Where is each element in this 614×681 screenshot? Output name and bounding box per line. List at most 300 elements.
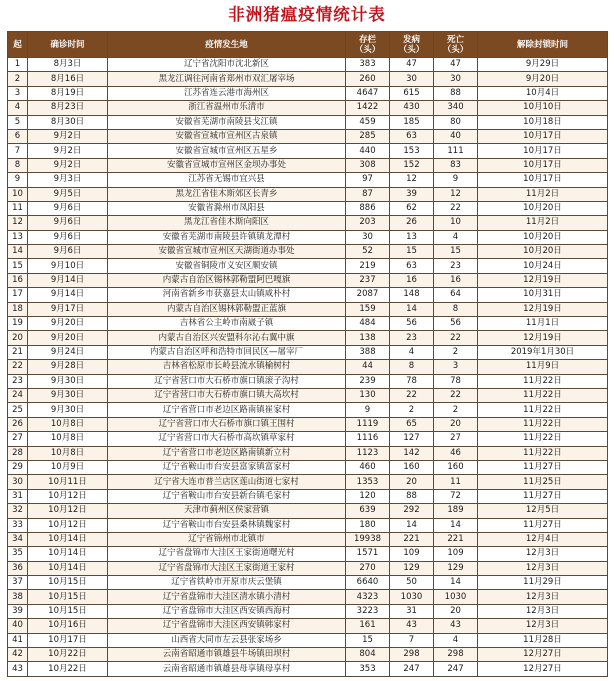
cell-sick: 78 bbox=[390, 374, 434, 388]
cell-place: 安徽省铜陵市义安区顺安镇 bbox=[108, 259, 346, 273]
cell-lift-date: 11月29日 bbox=[478, 576, 608, 590]
cell-stock: 130 bbox=[346, 388, 390, 402]
cell-sick: 2 bbox=[390, 403, 434, 417]
cell-date: 8月19日 bbox=[28, 86, 108, 100]
cell-sick: 1030 bbox=[390, 590, 434, 604]
table-row bbox=[8, 475, 608, 489]
cell-place: 吉林省松原市长岭县流水镇榆树村 bbox=[108, 360, 346, 374]
cell-place: 吉林省公主岭市南崴子镇 bbox=[108, 317, 346, 331]
header-dead bbox=[434, 32, 478, 58]
cell-dead: 78 bbox=[434, 374, 478, 388]
cell-dead: 10 bbox=[434, 216, 478, 230]
cell-no: 17 bbox=[8, 288, 28, 302]
cell-lift-date: 11月22日 bbox=[478, 403, 608, 417]
cell-date: 9月3日 bbox=[28, 173, 108, 187]
cell-place: 辽宁省铁岭市开原市庆云堡镇 bbox=[108, 576, 346, 590]
cell-dead: 14 bbox=[434, 576, 478, 590]
cell-dead: 3 bbox=[434, 360, 478, 374]
cell-stock: 44 bbox=[346, 360, 390, 374]
cell-place: 辽宁省营口市大石桥市旗口镇滚子沟村 bbox=[108, 374, 346, 388]
cell-no: 15 bbox=[8, 259, 28, 273]
table-row bbox=[8, 590, 608, 604]
cell-sick: 56 bbox=[390, 317, 434, 331]
header-dead-line1: 死亡 bbox=[446, 34, 464, 45]
cell-date: 10月11日 bbox=[28, 475, 108, 489]
cell-no: 27 bbox=[8, 432, 28, 446]
header-lift-date: 解除封锁时间 bbox=[478, 32, 608, 58]
cell-sick: 142 bbox=[390, 446, 434, 460]
cell-no: 23 bbox=[8, 374, 28, 388]
cell-sick: 63 bbox=[390, 129, 434, 143]
cell-place: 辽宁省盘锦市大洼区西安镇西海村 bbox=[108, 604, 346, 618]
cell-date: 9月24日 bbox=[28, 345, 108, 359]
cell-place: 内蒙古自治区锡林郭勒盟正蓝旗 bbox=[108, 302, 346, 316]
cell-no: 38 bbox=[8, 590, 28, 604]
cell-no: 14 bbox=[8, 245, 28, 259]
cell-lift-date: 11月27日 bbox=[478, 518, 608, 532]
cell-sick: 298 bbox=[390, 648, 434, 662]
cell-lift-date: 9月20日 bbox=[478, 72, 608, 86]
header-row bbox=[8, 32, 608, 58]
table-row bbox=[8, 331, 608, 345]
cell-no: 2 bbox=[8, 72, 28, 86]
table-row bbox=[8, 345, 608, 359]
cell-no: 5 bbox=[8, 115, 28, 129]
cell-dead: 22 bbox=[434, 331, 478, 345]
cell-place: 天津市蓟州区侯家营镇 bbox=[108, 504, 346, 518]
cell-dead: 160 bbox=[434, 460, 478, 474]
cell-date: 9月28日 bbox=[28, 360, 108, 374]
cell-lift-date: 10月18日 bbox=[478, 115, 608, 129]
header-stock-line1: 存栏 bbox=[358, 34, 376, 45]
cell-place: 辽宁省盘锦市大洼区王家街道曙光村 bbox=[108, 547, 346, 561]
table-row bbox=[8, 216, 608, 230]
cell-stock: 1422 bbox=[346, 101, 390, 115]
table-row bbox=[8, 101, 608, 115]
cell-place: 辽宁省沈阳市沈北新区 bbox=[108, 58, 346, 72]
cell-lift-date: 10月17日 bbox=[478, 144, 608, 158]
cell-stock: 15 bbox=[346, 633, 390, 647]
cell-date: 10月12日 bbox=[28, 504, 108, 518]
cell-place: 辽宁省营口市大石桥市旗口镇王围村 bbox=[108, 417, 346, 431]
cell-place: 辽宁省鞍山市台安县富家镇富家村 bbox=[108, 460, 346, 474]
cell-dead: 20 bbox=[434, 604, 478, 618]
cell-lift-date: 10月20日 bbox=[478, 245, 608, 259]
table-row bbox=[8, 489, 608, 503]
cell-lift-date: 12月27日 bbox=[478, 648, 608, 662]
cell-stock: 1353 bbox=[346, 475, 390, 489]
cell-dead: 46 bbox=[434, 446, 478, 460]
cell-dead: 4 bbox=[434, 633, 478, 647]
cell-no: 31 bbox=[8, 489, 28, 503]
cell-date: 10月8日 bbox=[28, 417, 108, 431]
cell-date: 10月12日 bbox=[28, 489, 108, 503]
cell-sick: 292 bbox=[390, 504, 434, 518]
cell-sick: 160 bbox=[390, 460, 434, 474]
cell-dead: 221 bbox=[434, 532, 478, 546]
cell-sick: 26 bbox=[390, 216, 434, 230]
table-row bbox=[8, 288, 608, 302]
cell-dead: 47 bbox=[434, 58, 478, 72]
cell-lift-date: 12月5日 bbox=[478, 504, 608, 518]
cell-lift-date: 12月27日 bbox=[478, 662, 608, 676]
table-row bbox=[8, 360, 608, 374]
cell-no: 29 bbox=[8, 460, 28, 474]
cell-no: 41 bbox=[8, 633, 28, 647]
table-row bbox=[8, 460, 608, 474]
cell-stock: 260 bbox=[346, 72, 390, 86]
cell-no: 22 bbox=[8, 360, 28, 374]
cell-place: 内蒙古自治区兴安盟科尔沁右翼中旗 bbox=[108, 331, 346, 345]
cell-place: 辽宁省营口市老边区路南镇新立村 bbox=[108, 446, 346, 460]
cell-place: 安徽省宣城市宣州区金坝办事处 bbox=[108, 158, 346, 172]
cell-date: 10月14日 bbox=[28, 547, 108, 561]
cell-lift-date: 11月9日 bbox=[478, 360, 608, 374]
cell-date: 10月15日 bbox=[28, 604, 108, 618]
cell-stock: 886 bbox=[346, 201, 390, 215]
cell-date: 8月23日 bbox=[28, 101, 108, 115]
cell-stock: 120 bbox=[346, 489, 390, 503]
cell-dead: 189 bbox=[434, 504, 478, 518]
header-sick bbox=[390, 32, 434, 58]
cell-no: 8 bbox=[8, 158, 28, 172]
cell-date: 10月14日 bbox=[28, 532, 108, 546]
cell-sick: 39 bbox=[390, 187, 434, 201]
cell-stock: 285 bbox=[346, 129, 390, 143]
cell-dead: 1030 bbox=[434, 590, 478, 604]
cell-place: 云南省昭通市镇雄县牛场镇田坝村 bbox=[108, 648, 346, 662]
table-row bbox=[8, 446, 608, 460]
cell-place: 安徽省宣城市宣州区古泉镇 bbox=[108, 129, 346, 143]
cell-no: 34 bbox=[8, 532, 28, 546]
cell-sick: 430 bbox=[390, 101, 434, 115]
cell-lift-date: 11月22日 bbox=[478, 446, 608, 460]
cell-lift-date: 11月22日 bbox=[478, 388, 608, 402]
cell-lift-date: 11月1日 bbox=[478, 317, 608, 331]
cell-place: 辽宁省盘锦市大洼区王家街道王家村 bbox=[108, 561, 346, 575]
cell-sick: 247 bbox=[390, 662, 434, 676]
cell-sick: 50 bbox=[390, 576, 434, 590]
cell-sick: 12 bbox=[390, 173, 434, 187]
cell-sick: 129 bbox=[390, 561, 434, 575]
cell-date: 9月17日 bbox=[28, 302, 108, 316]
cell-dead: 40 bbox=[434, 129, 478, 143]
table-row bbox=[8, 230, 608, 244]
cell-stock: 383 bbox=[346, 58, 390, 72]
cell-lift-date: 12月3日 bbox=[478, 547, 608, 561]
cell-lift-date: 9月29日 bbox=[478, 58, 608, 72]
cell-stock: 219 bbox=[346, 259, 390, 273]
cell-date: 10月9日 bbox=[28, 460, 108, 474]
cell-dead: 43 bbox=[434, 619, 478, 633]
cell-date: 9月2日 bbox=[28, 144, 108, 158]
cell-dead: 64 bbox=[434, 288, 478, 302]
table-row bbox=[8, 633, 608, 647]
cell-stock: 388 bbox=[346, 345, 390, 359]
cell-stock: 87 bbox=[346, 187, 390, 201]
cell-sick: 31 bbox=[390, 604, 434, 618]
cell-date: 9月5日 bbox=[28, 187, 108, 201]
cell-stock: 203 bbox=[346, 216, 390, 230]
cell-place: 安徽省宣城市宣州区天湖街道办事处 bbox=[108, 245, 346, 259]
cell-place: 辽宁省营口市老边区路南镇崔家村 bbox=[108, 403, 346, 417]
table-row bbox=[8, 432, 608, 446]
cell-place: 黑龙江调往河南省郑州市双汇屠宰场 bbox=[108, 72, 346, 86]
cell-date: 9月6日 bbox=[28, 230, 108, 244]
cell-no: 4 bbox=[8, 101, 28, 115]
table-row bbox=[8, 144, 608, 158]
cell-date: 10月8日 bbox=[28, 432, 108, 446]
table-row bbox=[8, 86, 608, 100]
cell-sick: 20 bbox=[390, 475, 434, 489]
cell-no: 30 bbox=[8, 475, 28, 489]
cell-stock: 30 bbox=[346, 230, 390, 244]
table-row bbox=[8, 648, 608, 662]
cell-lift-date: 10月31日 bbox=[478, 288, 608, 302]
cell-sick: 47 bbox=[390, 58, 434, 72]
cell-date: 9月6日 bbox=[28, 201, 108, 215]
cell-date: 8月16日 bbox=[28, 72, 108, 86]
cell-place: 安徽省滁州市凤阳县 bbox=[108, 201, 346, 215]
cell-date: 9月20日 bbox=[28, 317, 108, 331]
cell-date: 10月15日 bbox=[28, 590, 108, 604]
cell-stock: 2087 bbox=[346, 288, 390, 302]
cell-stock: 6640 bbox=[346, 576, 390, 590]
cell-lift-date: 11月22日 bbox=[478, 417, 608, 431]
cell-date: 10月15日 bbox=[28, 576, 108, 590]
cell-sick: 185 bbox=[390, 115, 434, 129]
cell-date: 9月2日 bbox=[28, 129, 108, 143]
cell-dead: 88 bbox=[434, 86, 478, 100]
cell-lift-date: 11月2日 bbox=[478, 187, 608, 201]
cell-lift-date: 10月20日 bbox=[478, 201, 608, 215]
cell-stock: 159 bbox=[346, 302, 390, 316]
cell-sick: 14 bbox=[390, 302, 434, 316]
cell-place: 云南省昭通市镇雄县母享镇母享村 bbox=[108, 662, 346, 676]
table-row bbox=[8, 187, 608, 201]
cell-dead: 340 bbox=[434, 101, 478, 115]
table-row bbox=[8, 273, 608, 287]
cell-sick: 148 bbox=[390, 288, 434, 302]
cell-place: 安徽省宣城市宣州区五星乡 bbox=[108, 144, 346, 158]
cell-place: 辽宁省盘锦市大洼区清水镇小清村 bbox=[108, 590, 346, 604]
table-row bbox=[8, 619, 608, 633]
header-no: 起 bbox=[8, 32, 28, 58]
cell-no: 18 bbox=[8, 302, 28, 316]
cell-sick: 14 bbox=[390, 518, 434, 532]
cell-no: 9 bbox=[8, 173, 28, 187]
cell-lift-date: 10月17日 bbox=[478, 158, 608, 172]
cell-stock: 239 bbox=[346, 374, 390, 388]
cell-dead: 23 bbox=[434, 259, 478, 273]
cell-dead: 9 bbox=[434, 173, 478, 187]
cell-stock: 1123 bbox=[346, 446, 390, 460]
cell-lift-date: 12月3日 bbox=[478, 604, 608, 618]
cell-dead: 2 bbox=[434, 403, 478, 417]
table-row bbox=[8, 129, 608, 143]
cell-date: 10月8日 bbox=[28, 446, 108, 460]
cell-stock: 270 bbox=[346, 561, 390, 575]
cell-no: 37 bbox=[8, 576, 28, 590]
cell-dead: 22 bbox=[434, 201, 478, 215]
cell-sick: 16 bbox=[390, 273, 434, 287]
cell-place: 安徽省芜湖市南陵县许镇镇龙潭村 bbox=[108, 230, 346, 244]
cell-lift-date: 11月25日 bbox=[478, 475, 608, 489]
header-sick-line2: （头） bbox=[398, 44, 425, 55]
table-row bbox=[8, 532, 608, 546]
cell-date: 9月30日 bbox=[28, 388, 108, 402]
table-row bbox=[8, 115, 608, 129]
cell-sick: 63 bbox=[390, 259, 434, 273]
table-row bbox=[8, 604, 608, 618]
cell-sick: 88 bbox=[390, 489, 434, 503]
cell-sick: 65 bbox=[390, 417, 434, 431]
cell-no: 10 bbox=[8, 187, 28, 201]
cell-no: 43 bbox=[8, 662, 28, 676]
cell-date: 8月3日 bbox=[28, 58, 108, 72]
cell-dead: 4 bbox=[434, 230, 478, 244]
cell-place: 辽宁省营口市大石桥市旗口镇大高坎村 bbox=[108, 388, 346, 402]
cell-stock: 3223 bbox=[346, 604, 390, 618]
cell-stock: 4323 bbox=[346, 590, 390, 604]
cell-place: 内蒙古自治区锡林郭勒盟阿巴嘎旗 bbox=[108, 273, 346, 287]
cell-sick: 23 bbox=[390, 331, 434, 345]
cell-date: 9月6日 bbox=[28, 245, 108, 259]
cell-date: 9月30日 bbox=[28, 403, 108, 417]
cell-lift-date: 12月3日 bbox=[478, 561, 608, 575]
cell-sick: 127 bbox=[390, 432, 434, 446]
cell-stock: 353 bbox=[346, 662, 390, 676]
header-place: 疫情发生地 bbox=[108, 32, 346, 58]
cell-no: 40 bbox=[8, 619, 28, 633]
cell-no: 24 bbox=[8, 388, 28, 402]
cell-date: 9月14日 bbox=[28, 273, 108, 287]
cell-lift-date: 11月28日 bbox=[478, 633, 608, 647]
cell-stock: 97 bbox=[346, 173, 390, 187]
cell-sick: 62 bbox=[390, 201, 434, 215]
table-row bbox=[8, 302, 608, 316]
cell-place: 辽宁省鞍山市台安县新台镇毛家村 bbox=[108, 489, 346, 503]
table-row bbox=[8, 72, 608, 86]
cell-no: 42 bbox=[8, 648, 28, 662]
cell-date: 9月14日 bbox=[28, 288, 108, 302]
cell-place: 辽宁省盘锦市大洼区西安镇韩家村 bbox=[108, 619, 346, 633]
table-row bbox=[8, 173, 608, 187]
cell-no: 1 bbox=[8, 58, 28, 72]
cell-stock: 1571 bbox=[346, 547, 390, 561]
table-row bbox=[8, 518, 608, 532]
cell-sick: 30 bbox=[390, 72, 434, 86]
cell-date: 9月6日 bbox=[28, 216, 108, 230]
cell-lift-date: 11月27日 bbox=[478, 460, 608, 474]
cell-dead: 247 bbox=[434, 662, 478, 676]
table-row bbox=[8, 417, 608, 431]
cell-place: 安徽省芜湖市南陵县戈江镇 bbox=[108, 115, 346, 129]
cell-lift-date: 12月19日 bbox=[478, 273, 608, 287]
cell-no: 33 bbox=[8, 518, 28, 532]
cell-stock: 237 bbox=[346, 273, 390, 287]
cell-lift-date: 2019年1月30日 bbox=[478, 345, 608, 359]
cell-stock: 484 bbox=[346, 317, 390, 331]
cell-no: 12 bbox=[8, 216, 28, 230]
cell-no: 19 bbox=[8, 317, 28, 331]
cell-date: 8月30日 bbox=[28, 115, 108, 129]
cell-no: 21 bbox=[8, 345, 28, 359]
cell-no: 6 bbox=[8, 129, 28, 143]
cell-dead: 16 bbox=[434, 273, 478, 287]
cell-dead: 15 bbox=[434, 245, 478, 259]
cell-lift-date: 10月17日 bbox=[478, 173, 608, 187]
cell-dead: 12 bbox=[434, 187, 478, 201]
cell-dead: 80 bbox=[434, 115, 478, 129]
cell-sick: 615 bbox=[390, 86, 434, 100]
cell-sick: 221 bbox=[390, 532, 434, 546]
table-row bbox=[8, 662, 608, 676]
cell-place: 江苏省无锡市宜兴县 bbox=[108, 173, 346, 187]
cell-no: 39 bbox=[8, 604, 28, 618]
cell-lift-date: 11月22日 bbox=[478, 432, 608, 446]
cell-stock: 639 bbox=[346, 504, 390, 518]
cell-sick: 4 bbox=[390, 345, 434, 359]
cell-no: 16 bbox=[8, 273, 28, 287]
cell-place: 黑龙江省佳木斯郊区长青乡 bbox=[108, 187, 346, 201]
cell-date: 10月12日 bbox=[28, 518, 108, 532]
table-row bbox=[8, 504, 608, 518]
cell-stock: 1119 bbox=[346, 417, 390, 431]
cell-date: 9月20日 bbox=[28, 331, 108, 345]
table-row bbox=[8, 374, 608, 388]
cell-stock: 440 bbox=[346, 144, 390, 158]
header-stock bbox=[346, 32, 390, 58]
cell-sick: 13 bbox=[390, 230, 434, 244]
table-row bbox=[8, 259, 608, 273]
cell-date: 10月17日 bbox=[28, 633, 108, 647]
cell-dead: 22 bbox=[434, 388, 478, 402]
cell-place: 山西省大同市左云县张家场乡 bbox=[108, 633, 346, 647]
cell-stock: 804 bbox=[346, 648, 390, 662]
cell-lift-date: 12月4日 bbox=[478, 532, 608, 546]
cell-sick: 153 bbox=[390, 144, 434, 158]
cell-lift-date: 11月22日 bbox=[478, 374, 608, 388]
cell-dead: 27 bbox=[434, 432, 478, 446]
cell-lift-date: 12月3日 bbox=[478, 619, 608, 633]
cell-stock: 180 bbox=[346, 518, 390, 532]
cell-no: 26 bbox=[8, 417, 28, 431]
cell-date: 9月10日 bbox=[28, 259, 108, 273]
cell-lift-date: 10月24日 bbox=[478, 259, 608, 273]
cell-dead: 30 bbox=[434, 72, 478, 86]
cell-stock: 460 bbox=[346, 460, 390, 474]
cell-no: 7 bbox=[8, 144, 28, 158]
cell-stock: 161 bbox=[346, 619, 390, 633]
cell-no: 20 bbox=[8, 331, 28, 345]
cell-stock: 308 bbox=[346, 158, 390, 172]
table-row bbox=[8, 317, 608, 331]
cell-sick: 109 bbox=[390, 547, 434, 561]
cell-dead: 14 bbox=[434, 518, 478, 532]
cell-place: 辽宁省大连市普兰店区莲山街道七家村 bbox=[108, 475, 346, 489]
table-row bbox=[8, 158, 608, 172]
cell-dead: 8 bbox=[434, 302, 478, 316]
cell-dead: 109 bbox=[434, 547, 478, 561]
table-row bbox=[8, 58, 608, 72]
table-row bbox=[8, 547, 608, 561]
cell-date: 9月2日 bbox=[28, 158, 108, 172]
cell-no: 28 bbox=[8, 446, 28, 460]
outbreak-table bbox=[7, 31, 608, 677]
table-row bbox=[8, 561, 608, 575]
cell-place: 江苏省连云港市海州区 bbox=[108, 86, 346, 100]
